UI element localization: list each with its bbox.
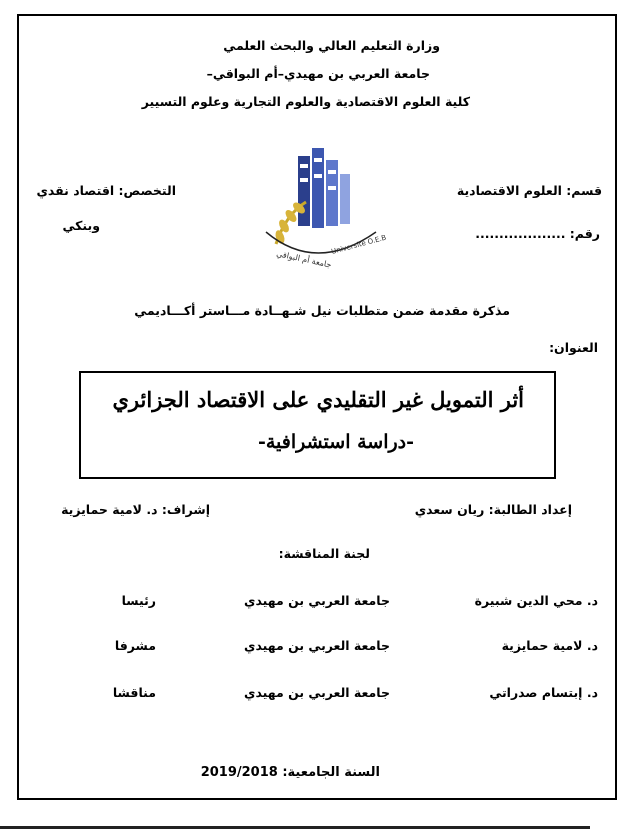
committee-member-role: مناقشا xyxy=(112,685,156,700)
number-field: رقم: ................... xyxy=(475,226,600,241)
student-name: إعداد الطالبة: ريان سعدي xyxy=(414,502,572,517)
ministry-name: وزارة التعليم العالي والبحث العلمي xyxy=(223,38,440,53)
committee-heading: لجنة المناقشة: xyxy=(278,546,370,561)
thesis-subtitle: -دراسة استشرافية- xyxy=(257,431,414,453)
specialty-label-cont: وبنكي xyxy=(62,218,100,233)
logo-building-icon xyxy=(298,148,350,228)
committee-member-university: جامعة العربي بن مهيدي xyxy=(244,638,390,653)
committee-member-name: د. محي الدين شبيرة xyxy=(474,593,598,608)
memo-description: مذكرة مقدمة ضمن متطلبات نيل شـهــادة مـــاستر أكـــاديمي xyxy=(134,303,510,318)
logo-caption-ar: جامعة أم البواقي xyxy=(275,249,333,270)
thesis-title: أثر التمويل غير التقليدي على الاقتصاد الجزائري xyxy=(112,387,524,412)
title-label: العنوان: xyxy=(549,340,598,355)
committee-member-name: د. لامية حمايزية xyxy=(501,638,598,653)
bottom-divider xyxy=(0,826,590,829)
specialty-label: التخصص: اقتصاد نقدي xyxy=(36,183,176,198)
academic-year: السنة الجامعية: 2019/2018 xyxy=(200,765,380,780)
university-logo xyxy=(236,144,396,269)
committee-member-role: رئيسا xyxy=(121,593,156,608)
supervisor-name: إشراف: د. لامية حمايزية xyxy=(61,502,210,517)
logo-caption-lat: Université O.E.B xyxy=(330,233,388,256)
department-label: قسم: العلوم الاقتصادية xyxy=(456,183,602,198)
committee-member-university: جامعة العربي بن مهيدي xyxy=(244,685,390,700)
university-name: جامعة العربي بن مهيدي–أم البواقي– xyxy=(206,66,430,81)
committee-member-university: جامعة العربي بن مهيدي xyxy=(244,593,390,608)
committee-member-name: د. إبتسام صدراتي xyxy=(489,685,598,700)
committee-member-role: مشرفا xyxy=(114,638,156,653)
faculty-name: كلية العلوم الاقتصادية والعلوم التجارية وعلوم التسيير xyxy=(141,94,470,109)
